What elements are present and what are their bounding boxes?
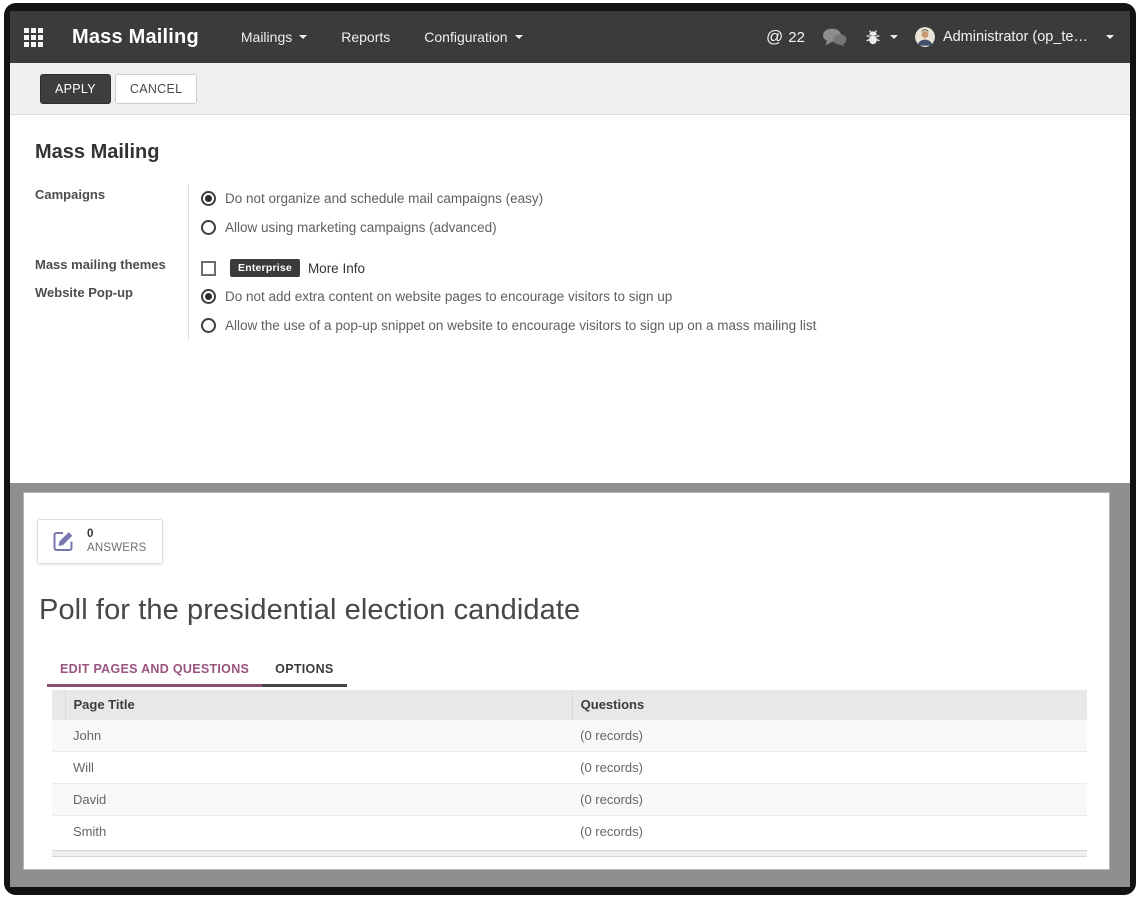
themes-option — [188, 254, 1130, 282]
table-row[interactable] — [52, 751, 1087, 783]
settings-title: Mass Mailing — [35, 141, 160, 163]
settings-form — [35, 184, 1130, 340]
messages-button[interactable] — [822, 28, 847, 47]
table-footer-strip — [52, 850, 1087, 857]
poll-tabs — [47, 653, 1095, 687]
answers-label: ANSWERS — [87, 542, 147, 555]
cancel-button[interactable]: CANCEL — [115, 74, 198, 104]
radio-campaigns-easy-label: Do not organize and schedule mail campaigns (easy) — [225, 191, 544, 206]
campaigns-options — [188, 184, 1130, 254]
menu-configuration-label: Configuration — [424, 29, 508, 45]
radio-unselected-icon — [201, 220, 216, 235]
radio-popup-none[interactable] — [201, 282, 1130, 311]
row-handle — [52, 719, 65, 751]
debug-menu-button[interactable] — [864, 28, 898, 46]
radio-campaigns-advanced[interactable] — [201, 213, 1130, 242]
avatar — [915, 27, 935, 47]
popup-options — [188, 282, 1130, 340]
app-content — [10, 11, 1130, 887]
menu-mailings-label: Mailings — [240, 29, 293, 45]
apply-button[interactable]: APPLY — [40, 74, 111, 104]
cell-page-title: Smith — [65, 815, 572, 847]
column-header-page-title[interactable]: Page Title — [65, 690, 572, 720]
themes-label: Mass mailing themes — [35, 257, 166, 272]
form-toolbar — [10, 63, 1130, 115]
pages-table — [52, 690, 1087, 847]
radio-campaigns-easy[interactable] — [201, 184, 1130, 213]
row-handle — [52, 751, 65, 783]
cell-questions: (0 records) — [572, 815, 1087, 847]
menu-reports[interactable] — [341, 29, 390, 45]
cell-questions: (0 records) — [572, 719, 1087, 751]
cell-page-title: John — [65, 719, 572, 751]
menu-mailings[interactable] — [241, 29, 307, 45]
overlay-background — [10, 483, 1130, 887]
radio-popup-allow[interactable] — [201, 311, 1130, 340]
app-title: Mass Mailing — [72, 25, 199, 48]
row-handle — [52, 783, 65, 815]
window-frame — [4, 3, 1136, 895]
poll-panel — [23, 492, 1110, 870]
chevron-down-icon — [299, 35, 307, 39]
activities-button[interactable] — [766, 27, 805, 47]
answers-stat-button[interactable] — [37, 519, 163, 564]
poll-title: Poll for the presidential election candidate — [39, 593, 581, 626]
row-handle — [52, 815, 65, 847]
navbar — [10, 11, 1130, 63]
radio-selected-icon — [201, 191, 216, 206]
column-header-questions[interactable]: Questions — [572, 690, 1087, 720]
campaigns-label: Campaigns — [35, 187, 106, 202]
handle-column-header — [52, 690, 65, 720]
cell-questions: (0 records) — [572, 783, 1087, 815]
activity-count: 22 — [788, 28, 805, 46]
radio-popup-allow-label: Allow the use of a pop-up snippet on website to encourage visitors to sign up on a mass mailing list — [225, 318, 817, 333]
more-info-link[interactable]: More Info — [307, 260, 365, 276]
popup-label: Website Pop-up — [35, 285, 133, 300]
radio-selected-icon — [201, 289, 216, 304]
radio-popup-none-label: Do not add extra content on website pages to encourage visitors to sign up — [225, 289, 673, 304]
user-name: Administrator (op_te… — [942, 29, 1088, 45]
enterprise-badge: Enterprise — [230, 259, 300, 277]
table-row[interactable] — [52, 719, 1087, 751]
mention-icon: @ — [765, 27, 784, 46]
chevron-down-icon — [1106, 35, 1114, 39]
table-row[interactable] — [52, 815, 1087, 847]
bug-icon — [864, 28, 882, 46]
chat-icon — [822, 28, 847, 47]
chevron-down-icon — [890, 35, 898, 39]
table-row[interactable] — [52, 783, 1087, 815]
cell-page-title: David — [65, 783, 572, 815]
chevron-down-icon — [515, 35, 523, 39]
answers-count: 0 — [87, 528, 94, 540]
menu-reports-label: Reports — [341, 29, 391, 45]
menu-configuration[interactable] — [424, 29, 522, 45]
navbar-right — [766, 27, 1114, 47]
tab-edit-pages-and-questions[interactable]: EDIT PAGES AND QUESTIONS — [47, 653, 262, 687]
table-header-row — [52, 690, 1087, 720]
themes-checkbox[interactable] — [201, 261, 216, 276]
cell-questions: (0 records) — [572, 751, 1087, 783]
cell-page-title: Will — [65, 751, 572, 783]
tab-options[interactable]: OPTIONS — [262, 653, 346, 687]
answers-stat — [87, 527, 147, 556]
radio-campaigns-advanced-label: Allow using marketing campaigns (advanced) — [225, 220, 497, 235]
user-menu[interactable] — [915, 27, 1114, 47]
main-menu — [241, 29, 523, 45]
edit-icon — [50, 529, 77, 553]
apps-menu-icon[interactable] — [24, 28, 43, 47]
radio-unselected-icon — [201, 318, 216, 333]
settings-section — [10, 115, 1130, 483]
